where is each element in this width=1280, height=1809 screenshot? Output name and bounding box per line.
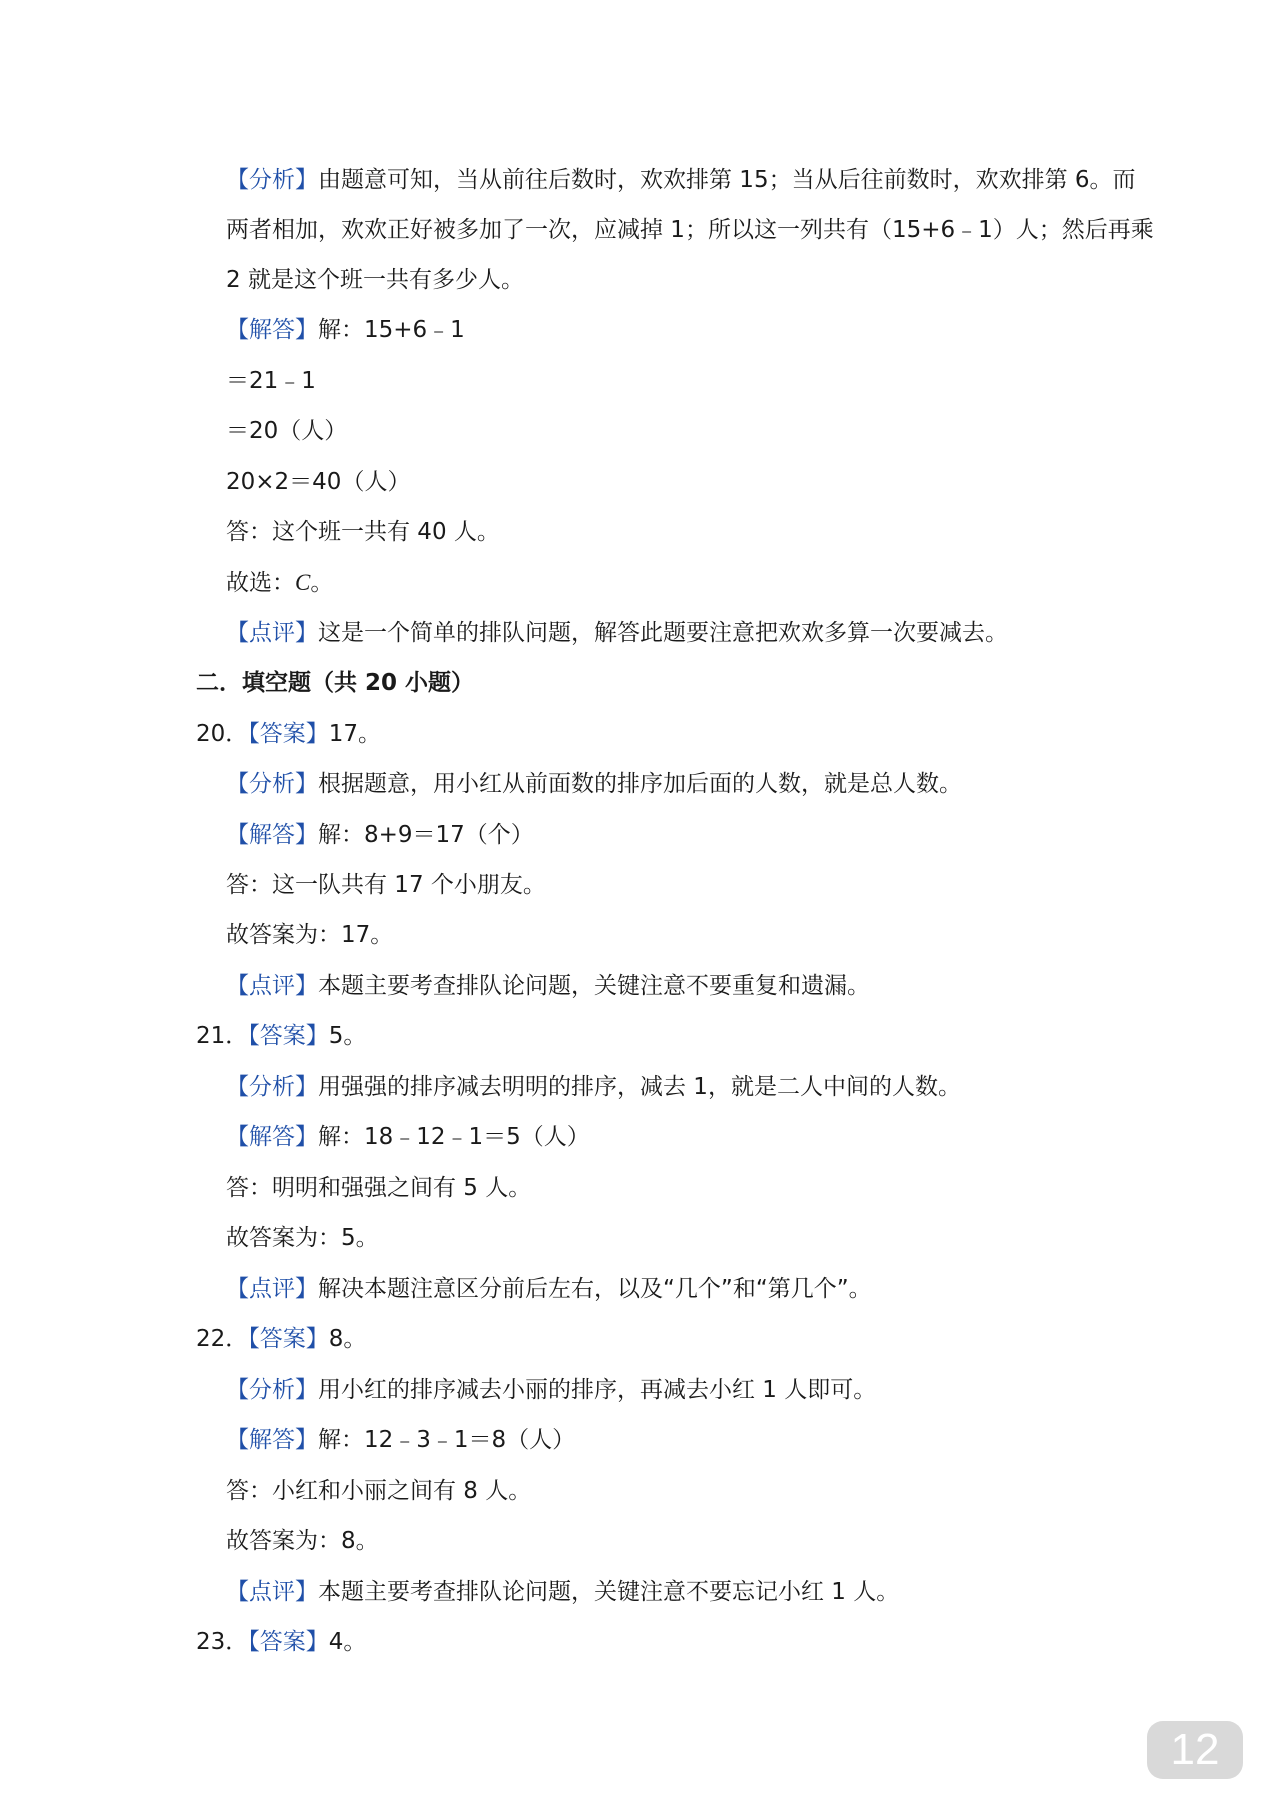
q19-review-line — [226, 618, 1008, 648]
q19-solution-line-3: ＝20（人） — [226, 418, 348, 444]
analysis-tag: 【分析】 — [226, 167, 318, 193]
q19-analysis-line-3: 2 就是这个班一共有多少人。 — [226, 267, 524, 293]
q22-review-text: 本题主要考查排队论问题，关键注意不要忘记小红 1 人。 — [318, 1579, 900, 1605]
q19-answer-line: 答：这个班一共有 40 人。 — [226, 519, 500, 545]
answer-tag: 【答案】 — [248, 721, 329, 747]
q22-solution-line — [226, 1425, 575, 1455]
q20-review-line — [226, 971, 870, 1001]
q20-number: 20． — [196, 721, 249, 747]
section-heading: 二．填空题（共 20 小题） — [196, 670, 475, 696]
q20-solution-line — [226, 820, 534, 850]
q22-answer-line — [196, 1324, 366, 1354]
review-tag: 【点评】 — [226, 1579, 318, 1605]
solution-tag: 【解答】 — [226, 1124, 318, 1150]
analysis-tag: 【分析】 — [226, 1074, 318, 1100]
q21-answer: 5。 — [328, 1023, 367, 1049]
q20-analysis-text: 根据题意，用小红从前面数的排序加后面的人数，就是总人数。 — [318, 771, 962, 797]
q19-solution-line-4: 20×2＝40（人） — [226, 469, 411, 495]
analysis-tag: 【分析】 — [226, 1377, 318, 1403]
q20-answer: 17。 — [328, 721, 382, 747]
q19-choice-suffix: 。 — [310, 570, 334, 596]
solution-tag: 【解答】 — [226, 1427, 318, 1453]
q22-final-answer: 故答案为：8。 — [226, 1528, 379, 1554]
q21-review-text: 解决本题注意区分前后左右，以及“几个”和“第几个”。 — [318, 1276, 872, 1302]
q21-number: 21． — [196, 1023, 249, 1049]
q20-analysis-line — [226, 769, 962, 799]
q19-analysis-line-2: 两者相加，欢欢正好被多加了一次，应减掉 1；所以这一列共有（15+6﹣1）人；然后再乘 — [226, 217, 1154, 243]
q20-answer-line — [196, 719, 381, 749]
answer-tag: 【答案】 — [248, 1326, 329, 1352]
q23-answer: 4。 — [328, 1629, 367, 1655]
q19-solution-line-1 — [226, 315, 465, 345]
review-tag: 【点评】 — [226, 973, 318, 999]
q21-review-line — [226, 1274, 872, 1304]
q22-answer-sentence: 答：小红和小丽之间有 8 人。 — [226, 1478, 532, 1504]
answer-tag: 【答案】 — [248, 1629, 329, 1655]
q22-analysis-text: 用小红的排序减去小丽的排序，再减去小红 1 人即可。 — [318, 1377, 877, 1403]
review-tag: 【点评】 — [226, 620, 318, 646]
q19-choice-prefix: 故选： — [226, 570, 295, 596]
review-tag: 【点评】 — [226, 1276, 318, 1302]
q21-answer-line — [196, 1021, 366, 1051]
q21-solution-text: 解：18﹣12﹣1＝5（人） — [318, 1124, 590, 1150]
q19-solution-text: 解：15+6﹣1 — [318, 317, 465, 343]
q21-analysis-text: 用强强的排序减去明明的排序，减去 1，就是二人中间的人数。 — [318, 1074, 961, 1100]
q23-number: 23． — [196, 1629, 249, 1655]
q22-review-line — [226, 1577, 899, 1607]
q19-analysis-text-1: 由题意可知，当从前往后数时，欢欢排第 15；当从后往前数时，欢欢排第 6。而 — [318, 167, 1136, 193]
q20-review-text: 本题主要考查排队论问题，关键注意不要重复和遗漏。 — [318, 973, 870, 999]
q21-answer-sentence: 答：明明和强强之间有 5 人。 — [226, 1175, 532, 1201]
q22-number: 22． — [196, 1326, 249, 1352]
solution-tag: 【解答】 — [226, 317, 318, 343]
q20-solution-text: 解：8+9＝17（个） — [318, 822, 534, 848]
q19-analysis-line-1 — [226, 165, 1136, 195]
q21-solution-line — [226, 1122, 590, 1152]
q22-solution-text: 解：12﹣3﹣1＝8（人） — [318, 1427, 576, 1453]
q23-answer-line — [196, 1627, 366, 1657]
q19-solution-line-2: ＝21﹣1 — [226, 368, 316, 394]
q19-choice-line — [226, 568, 333, 598]
q20-final-answer: 故答案为：17。 — [226, 922, 394, 948]
page-number-badge: 12 — [1147, 1721, 1243, 1779]
answer-tag: 【答案】 — [248, 1023, 329, 1049]
q22-answer: 8。 — [328, 1326, 367, 1352]
q21-final-answer: 故答案为：5。 — [226, 1225, 379, 1251]
q20-answer-sentence: 答：这一队共有 17 个小朋友。 — [226, 872, 546, 898]
q19-choice-letter: C — [295, 570, 311, 595]
q19-review-text: 这是一个简单的排队问题，解答此题要注意把欢欢多算一次要减去。 — [318, 620, 1008, 646]
analysis-tag: 【分析】 — [226, 771, 318, 797]
solution-tag: 【解答】 — [226, 822, 318, 848]
q21-analysis-line — [226, 1072, 961, 1102]
q22-analysis-line — [226, 1375, 876, 1405]
